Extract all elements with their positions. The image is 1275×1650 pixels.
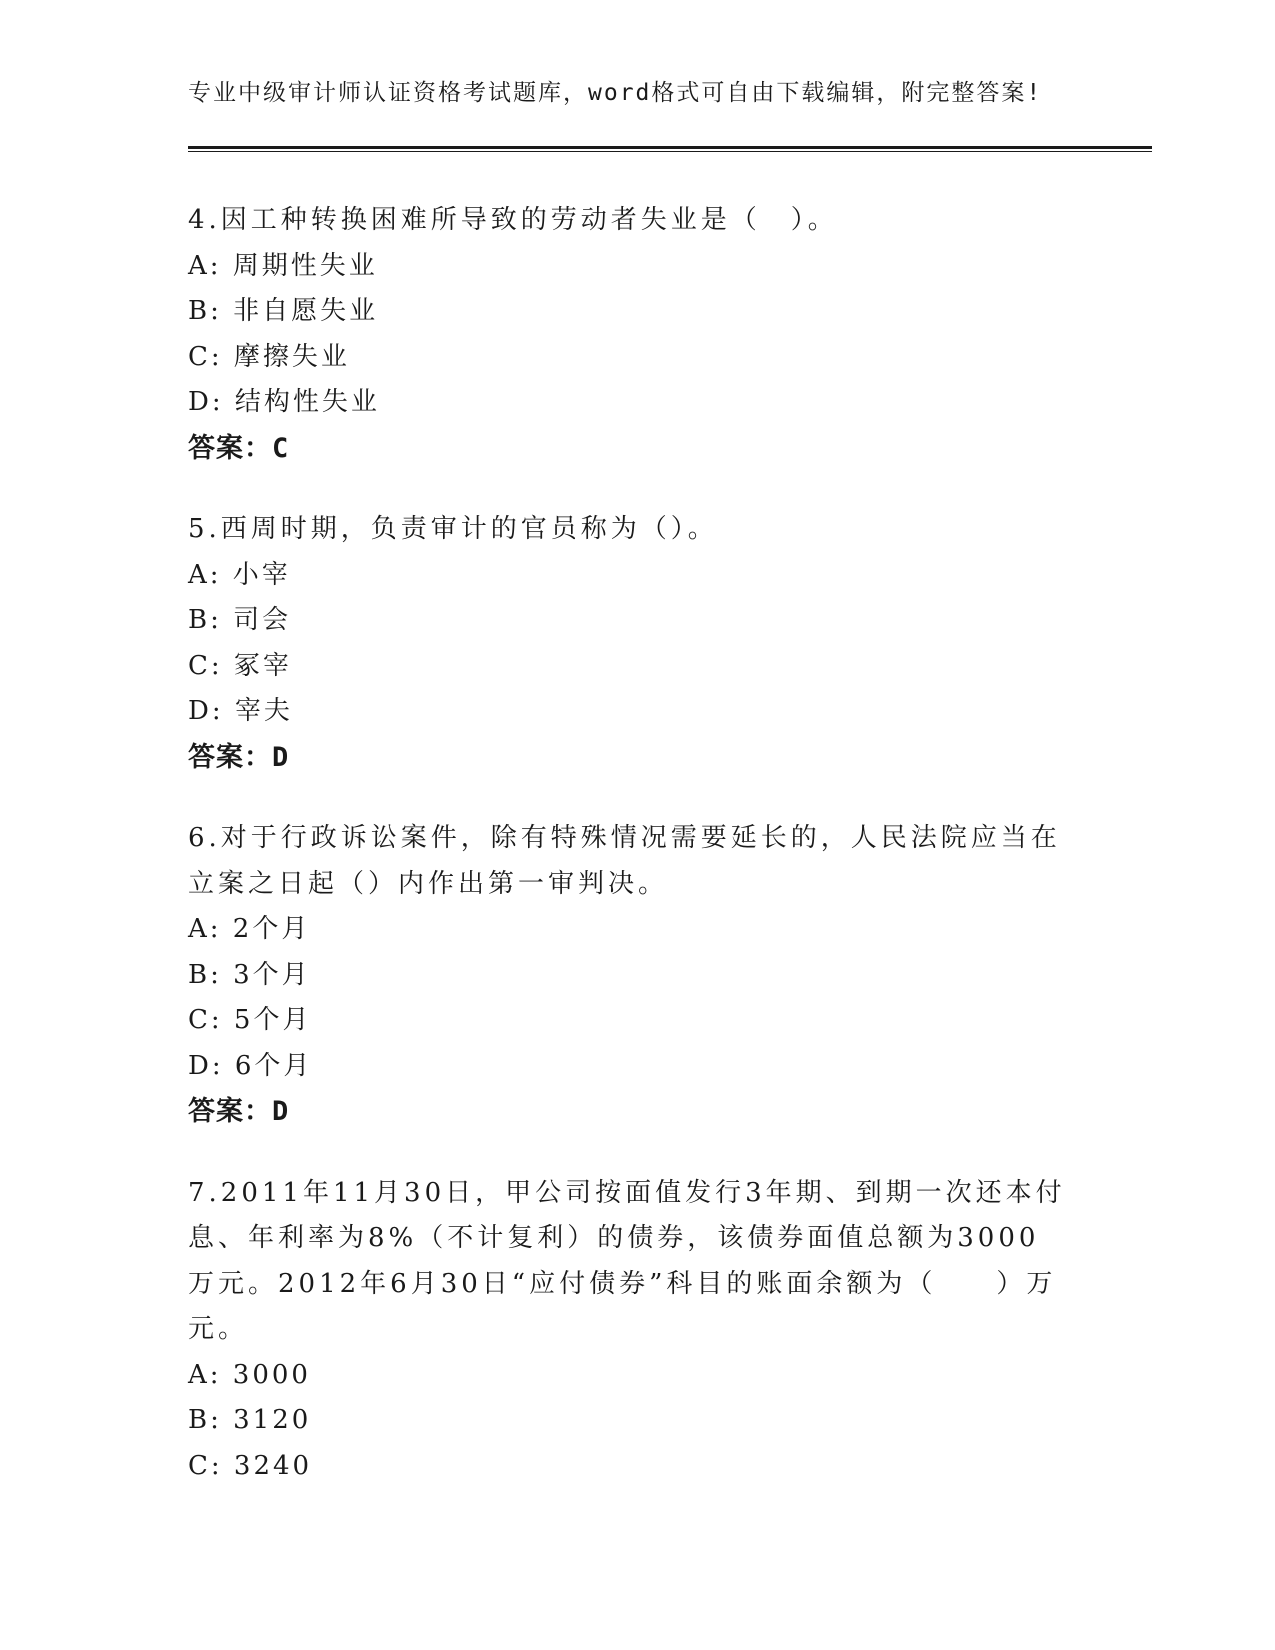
option-c: C: 5个月 (188, 1005, 312, 1035)
answer-line: 答案：C (188, 432, 290, 464)
page-header-text: 专业中级审计师认证资格考试题库，word格式可自由下载编辑，附完整答案! (188, 80, 1043, 106)
answer-line: 答案：D (188, 741, 290, 773)
question-7 (188, 1171, 1068, 1490)
option-b: B: 非自愿失业 (188, 296, 379, 326)
option-a: A: 周期性失业 (188, 250, 378, 281)
question-text: 7.2011年11月30日，甲公司按面值发行3年期、到期一次还本付息、年利率为8%（不计复利）的债券，该债券面值总额为3000万元。2012年6月30日“应付债券”科目的账面余额为（ ）万元。 (188, 1177, 1066, 1344)
option-c: C: 冢宰 (188, 650, 292, 681)
option-d: D: 6个月 (188, 1050, 313, 1081)
question-list (188, 198, 1068, 1525)
option-c: C: 3240 (188, 1450, 313, 1481)
option-b: B: 3个月 (188, 959, 311, 990)
question-6 (188, 816, 1068, 1135)
option-a: A: 小宰 (188, 559, 291, 590)
question-text: 4.因工种转换困难所导致的劳动者失业是（ ）。 (188, 205, 838, 235)
option-a: A: 2个月 (188, 914, 311, 944)
answer-line: 答案：D (188, 1096, 290, 1127)
option-b: B: 司会 (188, 605, 292, 635)
header-rule-thick (188, 146, 1152, 149)
option-d: D: 结构性失业 (188, 387, 380, 417)
option-c: C: 摩擦失业 (188, 341, 350, 372)
header-rule-thin (188, 151, 1152, 152)
question-text: 6.对于行政诉讼案件，除有特殊情况需要延长的，人民法院应当在立案之日起（）内作出第一审判决。 (188, 823, 1061, 899)
question-4 (188, 198, 1068, 471)
question-5 (188, 507, 1068, 780)
option-a: A: 3000 (188, 1359, 311, 1390)
question-text: 5.西周时期，负责审计的官员称为（）。 (188, 514, 718, 544)
option-b: B: 3120 (188, 1405, 312, 1435)
option-d: D: 宰夫 (188, 696, 293, 726)
